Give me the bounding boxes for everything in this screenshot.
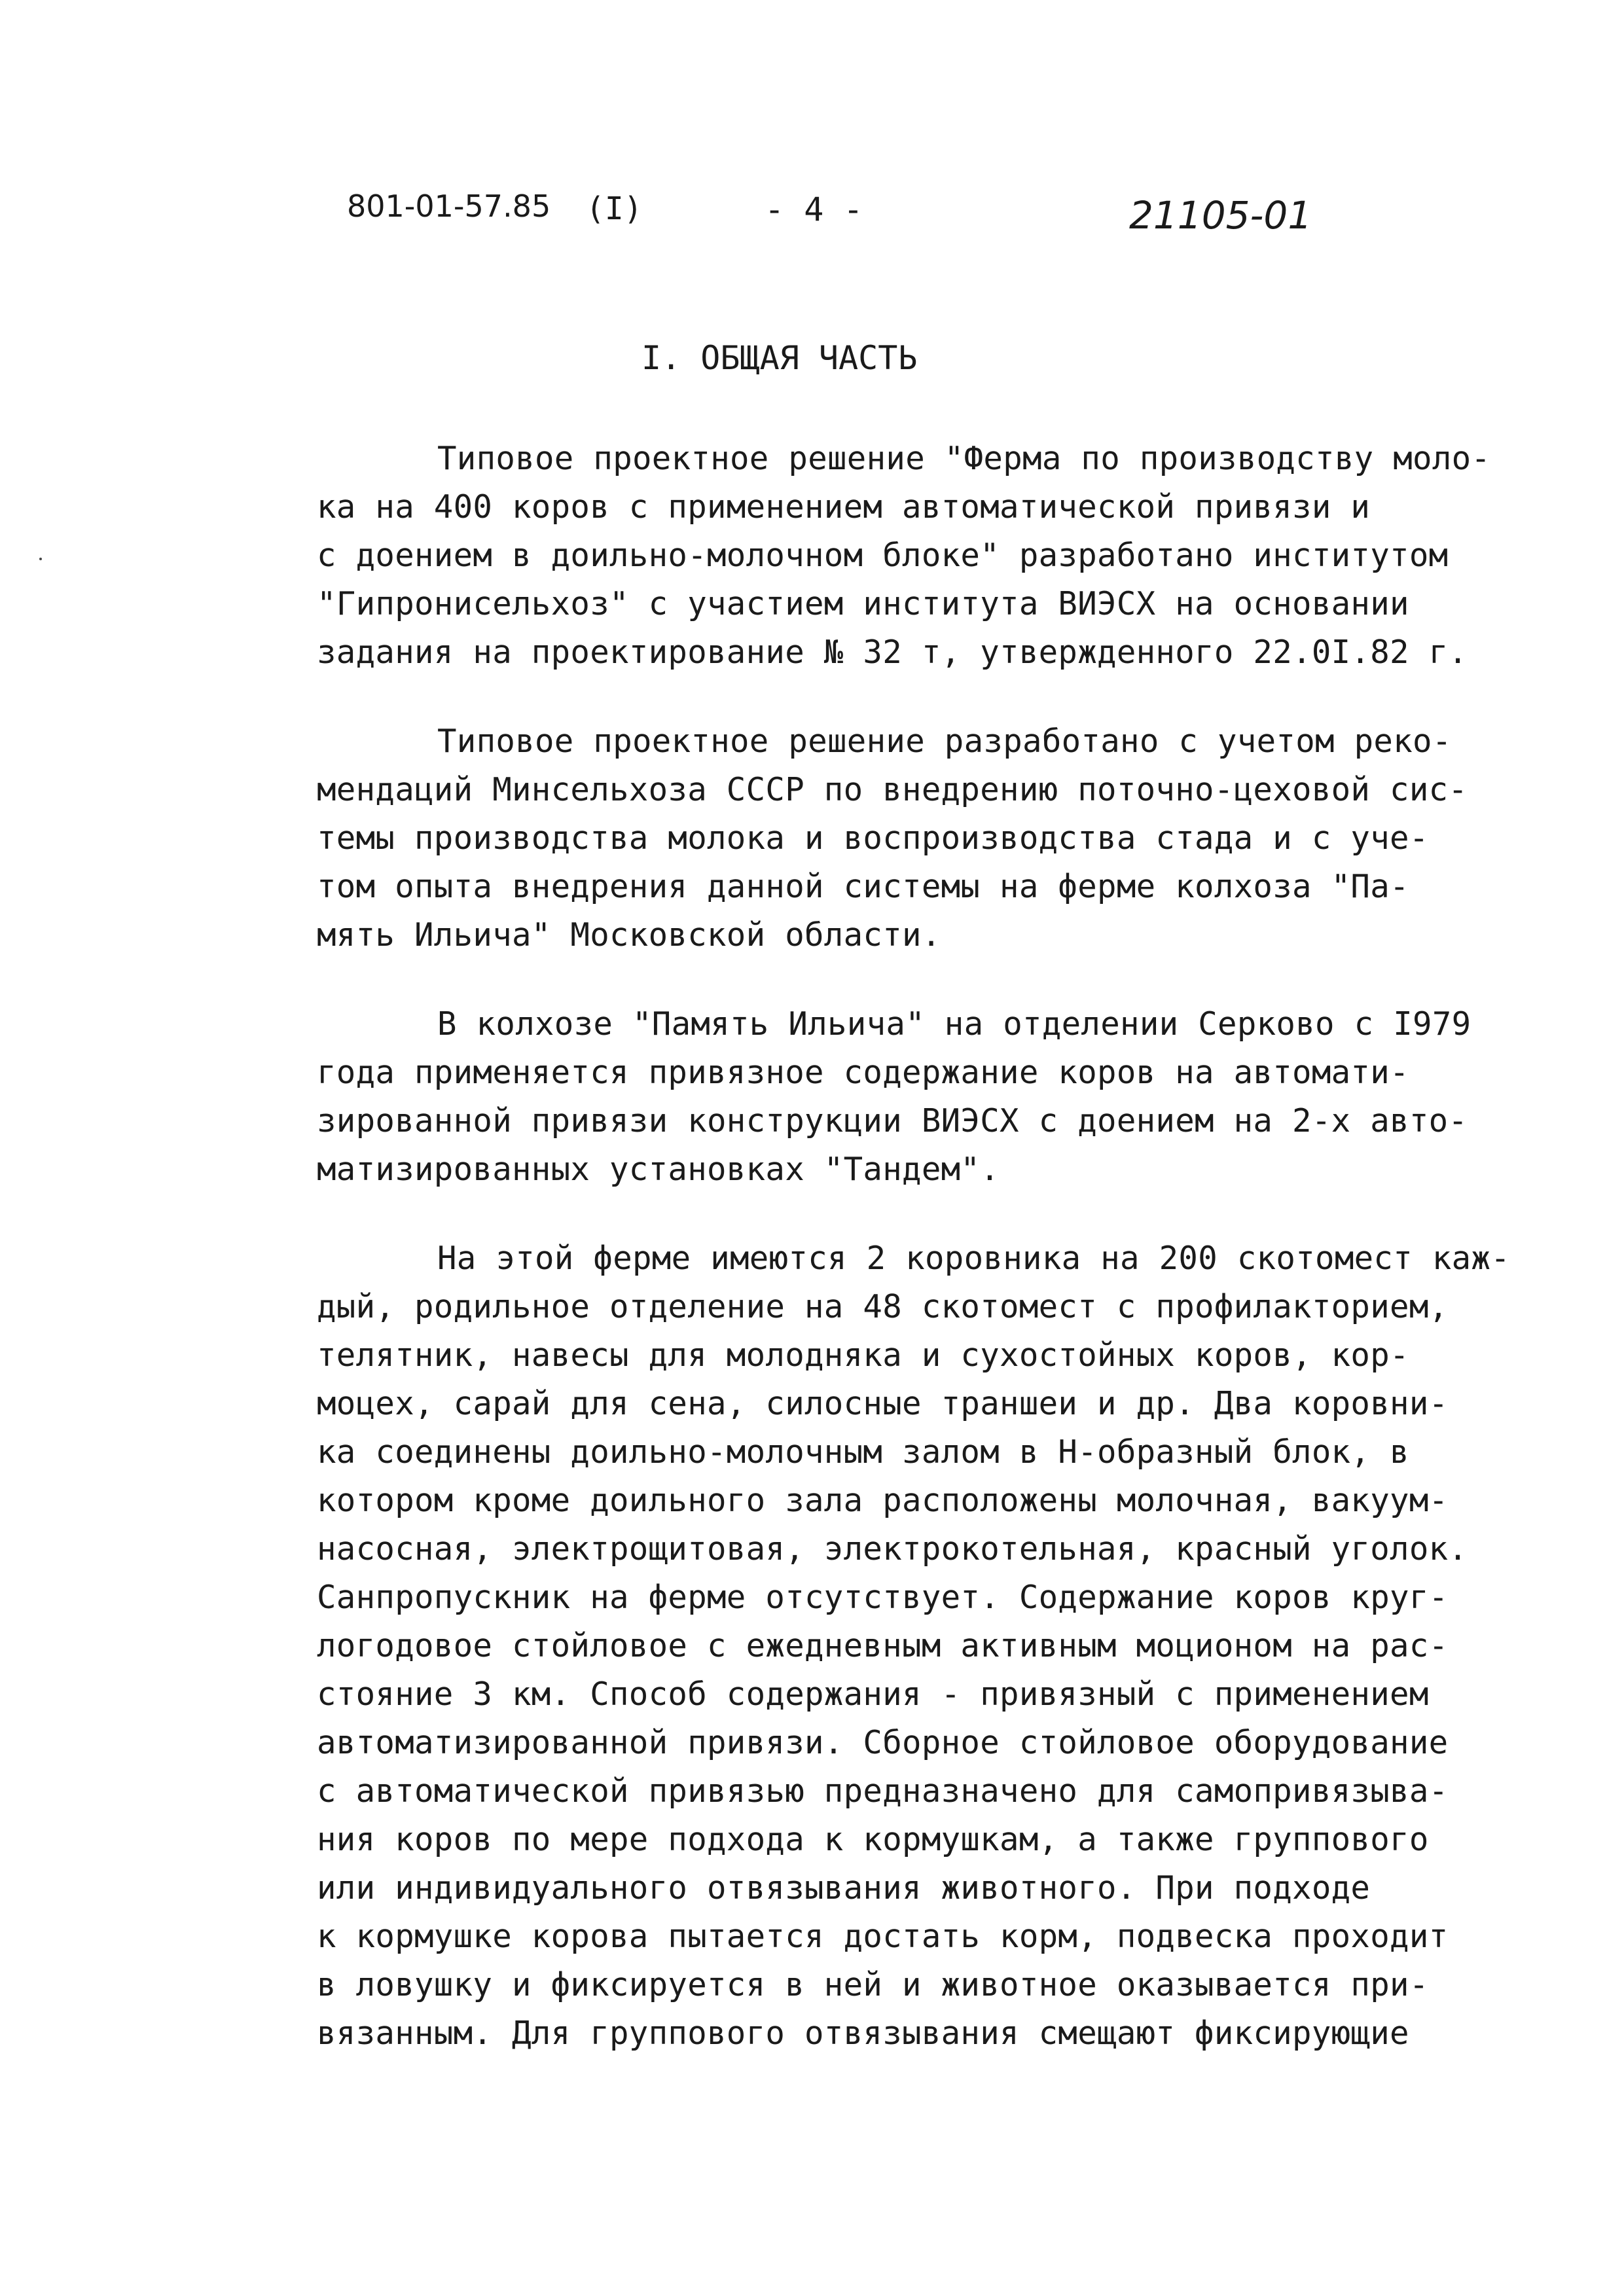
page-number: - 4 - xyxy=(765,190,863,228)
text-line: ния коров по мере подхода к кормушкам, а также группового xyxy=(317,1821,1429,1858)
inventory-number: 21105-01 xyxy=(1129,193,1312,238)
text-line: мять Ильича" Московской области. xyxy=(317,916,941,954)
text-line: задания на проектирование № 32 т, утвержденного 22.0I.82 г. xyxy=(317,634,1468,671)
document-code: 801-01-57.85 xyxy=(347,188,551,224)
text-line: матизированных установках "Тандем". xyxy=(317,1151,1000,1188)
section-title: I. ОБЩАЯ ЧАСТЬ xyxy=(641,339,918,377)
text-line: года применяется привязное содержание коров на автомати- xyxy=(317,1054,1409,1091)
text-line: Типовое проектное решение разработано с учетом реко- xyxy=(437,723,1452,760)
text-line: дый, родильное отделение на 48 скотомест с профилакторием, xyxy=(317,1288,1449,1325)
text-line: с доением в доильно-молочном блоке" разработано институтом xyxy=(317,537,1449,574)
text-line: насосная, электрощитовая, электрокотельная, красный уголок. xyxy=(317,1530,1468,1568)
text-line: автоматизированной привязи. Сборное стойловое оборудование xyxy=(317,1724,1449,1761)
text-line: В колхозе "Память Ильича" на отделении Серково с I979 xyxy=(437,1005,1471,1043)
text-line: в ловушку и фиксируется в ней и животное оказывается при- xyxy=(317,1966,1429,2003)
text-line: мендаций Минсельхоза СССР по внедрению поточно-цеховой сис- xyxy=(317,771,1468,808)
text-line: "Гипронисельхоз" с участием института ВИЭСХ на основании xyxy=(317,585,1409,622)
text-line: ка соединены доильно-молочным залом в Н-образный блок, в xyxy=(317,1433,1409,1471)
text-line: ка на 400 коров с применением автоматической привязи и xyxy=(317,488,1371,526)
text-line: темы производства молока и воспроизводства стада и с уче- xyxy=(317,819,1429,857)
scan-speck xyxy=(39,558,42,560)
text-line: с автоматической привязью предназначено для самопривязыва- xyxy=(317,1772,1449,1810)
text-line: вязанным. Для группового отвязывания смещают фиксирующие xyxy=(317,2015,1409,2052)
text-line: или индивидуального отвязывания животного. При подходе xyxy=(317,1869,1371,1907)
text-line: к кормушке корова пытается достать корм, подвеска проходит xyxy=(317,1918,1449,1955)
text-line: зированной привязи конструкции ВИЭСХ с доением на 2-х авто- xyxy=(317,1102,1468,1139)
text-line: моцех, сарай для сена, силосные траншеи и др. Два коровни- xyxy=(317,1385,1449,1422)
text-line: том опыта внедрения данной системы на ферме колхоза "Па- xyxy=(317,868,1409,905)
text-line: стояние 3 км. Способ содержания - привязный с применением xyxy=(317,1676,1429,1713)
text-line: На этой ферме имеются 2 коровника на 200 скотомест каж- xyxy=(437,1240,1511,1277)
document-part: (I) xyxy=(586,190,643,227)
text-line: телятник, навесы для молодняка и сухостойных коров, кор- xyxy=(317,1336,1409,1374)
text-line: Типовое проектное решение "Ферма по производству моло- xyxy=(437,440,1491,477)
text-line: котором кроме доильного зала расположены молочная, вакуум- xyxy=(317,1482,1449,1519)
text-line: Санпропускник на ферме отсутствует. Содержание коров круг- xyxy=(317,1579,1449,1616)
text-line: логодовое стойловое с ежедневным активным моционом на рас- xyxy=(317,1627,1449,1664)
